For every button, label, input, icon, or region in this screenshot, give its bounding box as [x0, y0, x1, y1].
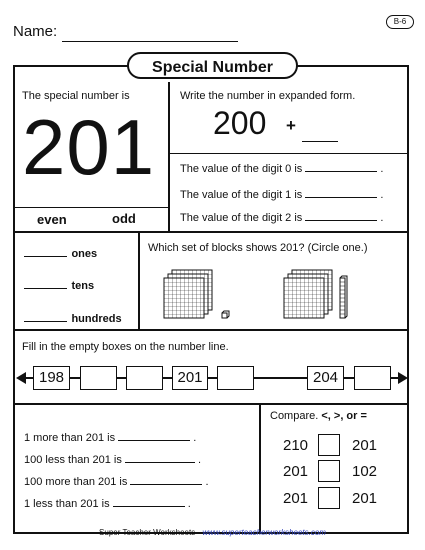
compare-left-value: 201 [283, 463, 309, 480]
hundred-flat-icon [284, 270, 332, 318]
answer-blank[interactable] [305, 171, 377, 172]
number-line-box[interactable]: 201 [172, 366, 208, 390]
divider [168, 82, 170, 232]
right-arrow-icon [398, 372, 408, 384]
answer-blank[interactable] [24, 256, 67, 257]
compare-right-value: 102 [352, 463, 378, 480]
number-line-box[interactable] [217, 366, 254, 390]
number-line-box[interactable] [354, 366, 391, 390]
plus-sign: + [286, 116, 296, 135]
even-choice[interactable]: even [37, 212, 67, 227]
compare-answer-box[interactable] [318, 434, 340, 456]
answer-blank[interactable] [24, 321, 67, 322]
divider [14, 231, 408, 233]
place-value-row [24, 244, 97, 262]
digit-value-row: The value of the digit 0 is . [180, 163, 384, 175]
divider [14, 207, 169, 208]
more-less-row: 1 more than 201 is . [24, 432, 197, 444]
digit-value-row: The value of the digit 2 is . [180, 212, 384, 224]
answer-blank[interactable] [130, 484, 202, 485]
divider [14, 403, 408, 405]
compare-right-value: 201 [352, 490, 378, 507]
compare-prompt: Compare. <, >, or = [270, 410, 367, 422]
name-label: Name: [13, 23, 58, 40]
number-line-box[interactable] [126, 366, 163, 390]
ten-rod-icon [340, 276, 347, 318]
compare-left-value: 210 [283, 437, 309, 454]
expanded-form-prompt: Write the number in expanded form. [180, 90, 356, 102]
special-number-intro: The special number is [22, 90, 130, 102]
blocks-prompt: Which set of blocks shows 201? (Circle one.) [148, 242, 368, 254]
more-less-row: 1 less than 201 is . [24, 498, 191, 510]
more-less-row: 100 more than 201 is . [24, 476, 209, 488]
hundred-flat-icon [164, 270, 212, 318]
answer-blank[interactable] [24, 288, 67, 289]
answer-blank[interactable] [118, 440, 190, 441]
compare-answer-box[interactable] [318, 460, 340, 482]
divider [138, 232, 140, 330]
footer-url-link[interactable]: www.superteacherworksheets.com [202, 528, 326, 537]
blocks-option-a[interactable] [160, 266, 240, 330]
divider [169, 153, 408, 154]
number-line-box[interactable]: 198 [33, 366, 70, 390]
left-arrow-icon [16, 372, 26, 384]
number-line-axis [16, 368, 408, 388]
number-line-box[interactable] [80, 366, 117, 390]
unit-cube-icon [222, 311, 229, 318]
answer-blank[interactable] [125, 462, 195, 463]
worksheet-title: Special Number [127, 52, 298, 79]
expanded-answer-blank[interactable] [302, 141, 338, 142]
divider [259, 404, 261, 533]
compare-left-value: 201 [283, 490, 309, 507]
number-line-box[interactable]: 204 [307, 366, 344, 390]
answer-blank[interactable] [113, 506, 185, 507]
place-value-row [24, 309, 122, 327]
digit-value-row: The value of the digit 1 is . [180, 189, 384, 201]
tens-label: tens [71, 280, 95, 292]
expanded-given-value: 200 [213, 105, 267, 141]
special-number: 201 [22, 103, 156, 191]
footer-credit: Super Teacher Worksheets - www.superteacherworksheets.com [99, 528, 326, 537]
ones-label: ones [71, 248, 98, 260]
compare-right-value: 201 [352, 437, 378, 454]
blocks-option-b[interactable] [280, 266, 360, 330]
hundreds-label: hundreds [71, 313, 122, 325]
page-code-badge: B-6 [386, 15, 414, 29]
number-line-prompt: Fill in the empty boxes on the number line. [22, 341, 229, 353]
compare-answer-box[interactable] [318, 487, 340, 509]
answer-blank[interactable] [305, 220, 377, 221]
odd-choice[interactable]: odd [112, 211, 136, 226]
more-less-row: 100 less than 201 is . [24, 454, 202, 466]
name-blank[interactable] [62, 41, 238, 42]
place-value-row [24, 276, 94, 294]
answer-blank[interactable] [305, 197, 377, 198]
